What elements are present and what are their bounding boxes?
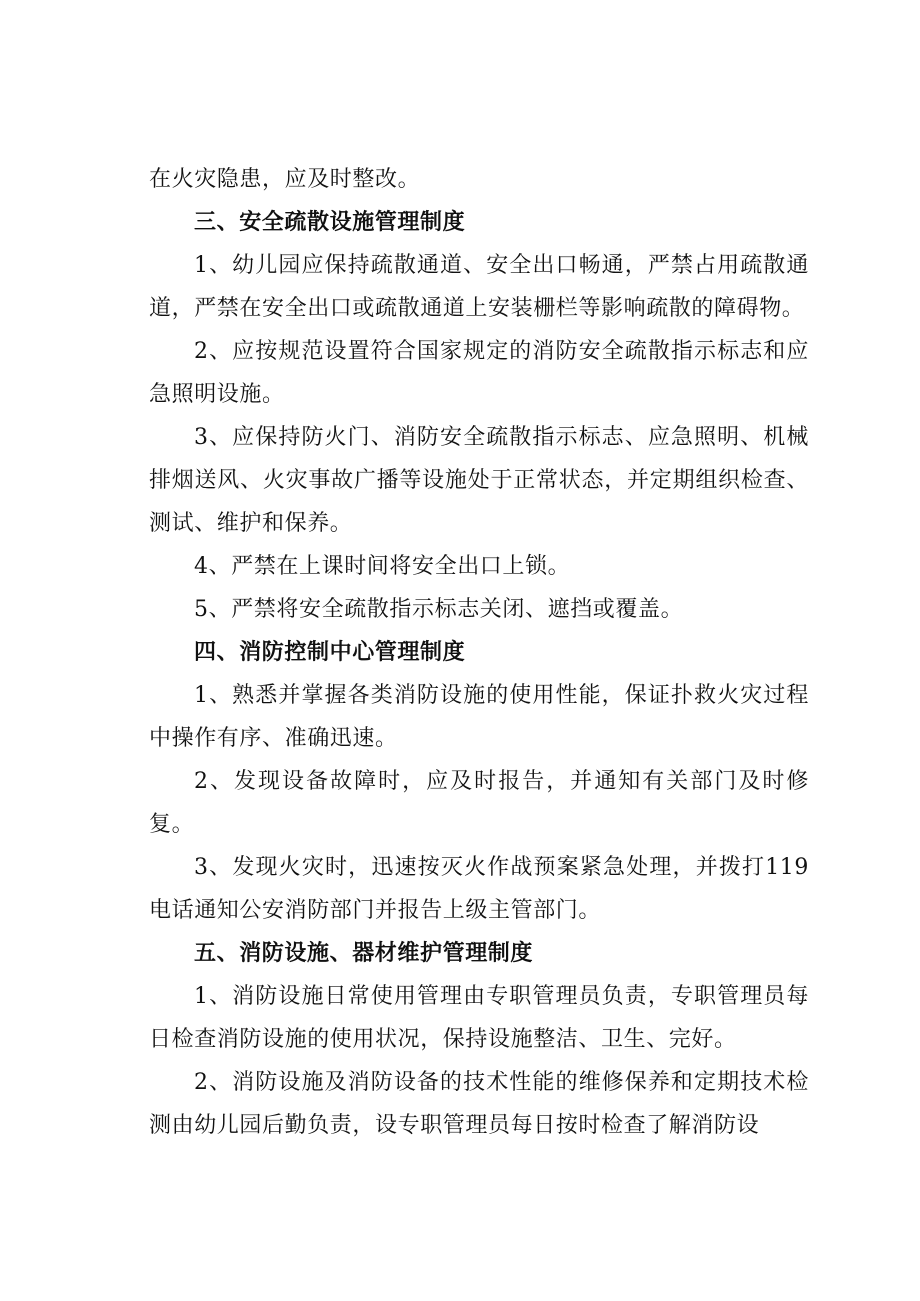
section-3-item-4: 4、严禁在上课时间将安全出口上锁。 <box>194 554 571 579</box>
section-3-item-5: 5、严禁将安全疏散指示标志关闭、遮挡或覆盖。 <box>194 597 684 622</box>
section-3-item-2: 2、应按规范设置符合国家规定的消防安全疏散指示标志和应急照明设施。 <box>149 339 809 407</box>
section-5-item-1: 1、消防设施日常使用管理由专职管理员负责，专职管理员每日检查消防设施的使用状况，保持设施整洁、卫生、完好。 <box>149 984 809 1052</box>
section-5-item-2: 2、消防设施及消防设备的技术性能的维修保养和定期技术检测由幼儿园后勤负责，设专职管理员每日按时检查了解消防设 <box>149 1070 809 1138</box>
section-4-item-3: 3、发现火灾时，迅速按灭火作战预案紧急处理，并拨打119电话通知公安消防部门并报告上级主管部门。 <box>149 855 809 923</box>
section-3-item-1: 1、幼儿园应保持疏散通道、安全出口畅通，严禁占用疏散通道，严禁在安全出口或疏散通道上安装栅栏等影响疏散的障碍物。 <box>149 253 809 321</box>
section-4-item-1: 1、熟悉并掌握各类消防设施的使用性能，保证扑救火灾过程中操作有序、准确迅速。 <box>149 683 809 751</box>
section-heading-4: 四、消防控制中心管理制度 <box>194 640 466 665</box>
section-heading-3: 三、安全疏散设施管理制度 <box>194 210 466 235</box>
section-4-item-2: 2、发现设备故障时，应及时报告，并通知有关部门及时修复。 <box>149 769 809 837</box>
document-page <box>149 158 809 1147</box>
section-3-item-3: 3、应保持防火门、消防安全疏散指示标志、应急照明、机械排烟送风、火灾事故广播等设施处于正常状态，并定期组织检查、测试、维护和保养。 <box>149 425 809 536</box>
continued-paragraph: 在火灾隐患，应及时整改。 <box>149 167 421 192</box>
section-heading-5: 五、消防设施、器材维护管理制度 <box>194 941 534 966</box>
